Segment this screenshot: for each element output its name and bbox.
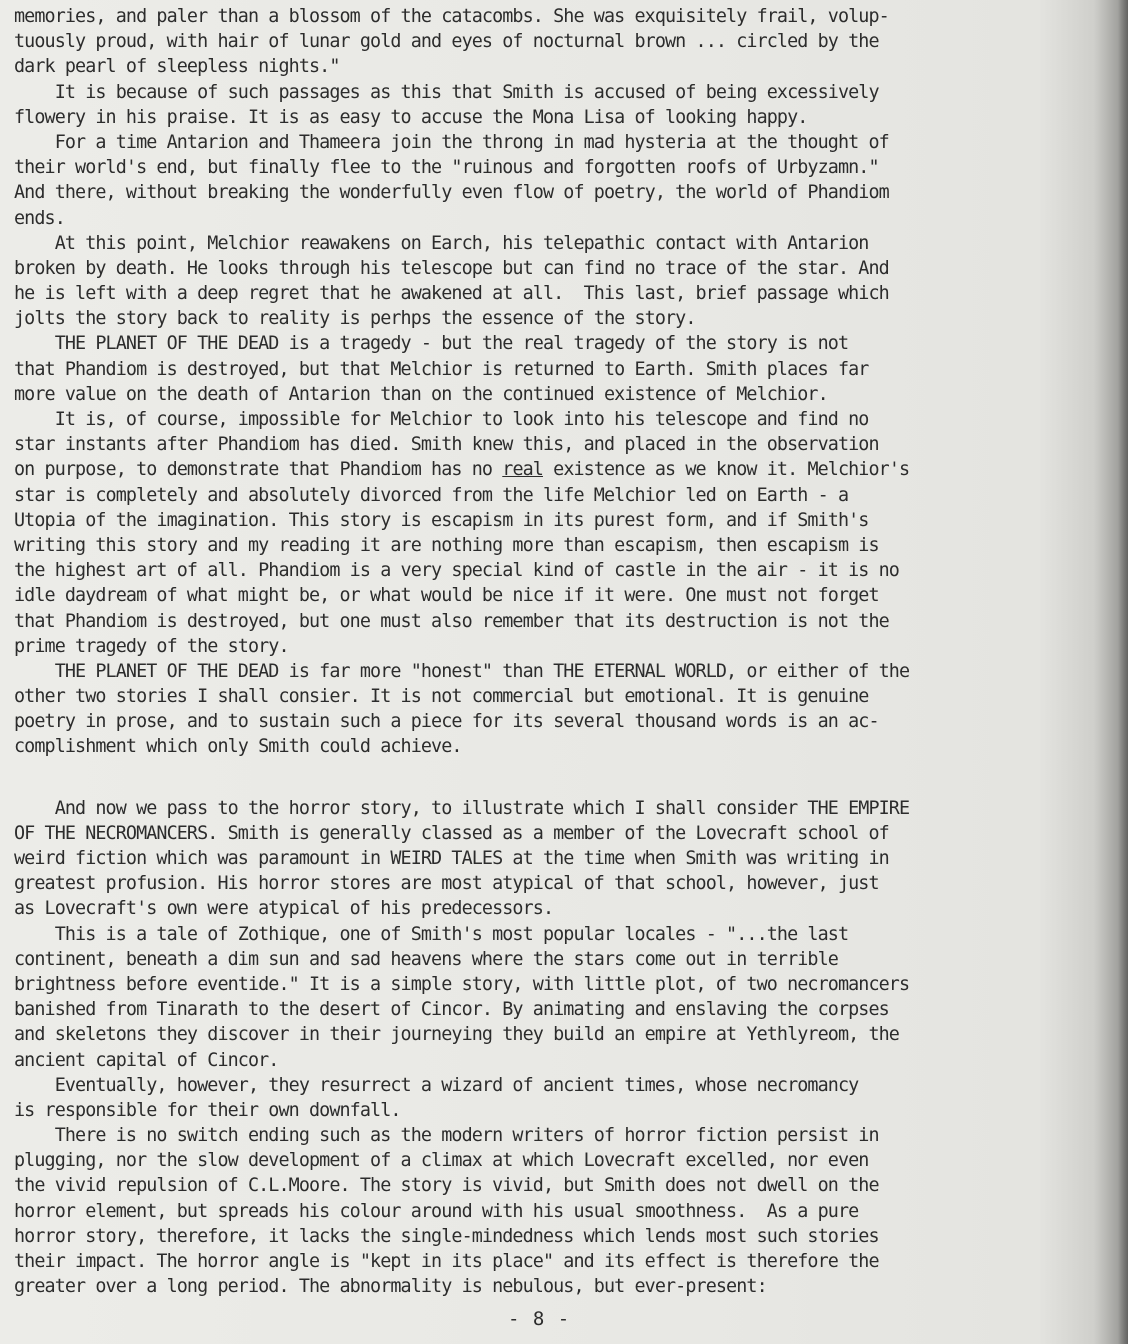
text-line: the vivid repulsion of C.L.Moore. The story is vivid, but Smith does not dwell on the xyxy=(14,1175,879,1197)
text-line: brightness before eventide." It is a simple story, with little plot, of two necromancers xyxy=(14,973,910,995)
text-line: flowery in his praise. It is as easy to accuse the Mona Lisa of looking happy. xyxy=(14,106,808,128)
text-line: their impact. The horror angle is "kept in its place" and its effect is therefore the xyxy=(14,1251,879,1272)
text-line: idle daydream of what might be, or what would be nice if it were. One must not forget xyxy=(14,585,879,607)
page-number: - 8 - xyxy=(508,1308,571,1330)
text-line: prime tragedy of the story. xyxy=(14,635,289,657)
text-line: that Phandiom is destroyed, but one must also remember that its destruction is not the xyxy=(14,610,889,632)
text-line: the highest art of all. Phandiom is a very special kind of castle in the air - it is no xyxy=(14,560,899,582)
text-line: complishment which only Smith could achieve. xyxy=(14,736,462,758)
body-text xyxy=(14,4,1114,1299)
text-line: horror story, therefore, it lacks the single-mindedness which lends most such stories xyxy=(14,1225,879,1247)
text-line: other two stories I shall consier. It is not commercial but emotional. It is genuine xyxy=(14,686,869,708)
text-line: And there, without breaking the wonderfully even flow of poetry, the world of Phandiom xyxy=(14,182,889,204)
text-line: continent, beneath a dim sun and sad heavens where the stars come out in terrible xyxy=(14,948,838,970)
text-line: ends. xyxy=(14,207,65,229)
text-line: This is a tale of Zothique, one of Smith's most popular locales - "...the last xyxy=(14,923,849,945)
text-line: and skeletons they discover in their journeying they build an empire at Yethlyreom, the xyxy=(14,1024,899,1046)
text-line: THE PLANET OF THE DEAD is a tragedy - but the real tragedy of the story is not xyxy=(14,333,849,355)
text-line: more value on the death of Antarion than on the continued existence of Melchior. xyxy=(14,383,828,405)
paragraph-gap xyxy=(14,760,1114,796)
text-line: It is because of such passages as this that Smith is accused of being excessively xyxy=(14,81,879,103)
text-line: Utopia of the imagination. This story is escapism in its purest form, and if Smith's xyxy=(14,509,869,531)
text-line: poetry in prose, and to sustain such a piece for its several thousand words is an ac- xyxy=(14,711,879,733)
text-line: greater over a long period. The abnormality is nebulous, but ever-present: xyxy=(14,1276,767,1298)
text-line: greatest profusion. His horror stores are most atypical of that school, however, just xyxy=(14,873,879,895)
text-line: their world's end, but finally flee to the "ruinous and forgotten roofs of Urbyzamn." xyxy=(14,157,879,179)
text-line: star instants after Phandiom has died. Smith knew this, and placed in the observation xyxy=(14,434,879,456)
text-line: weird fiction which was paramount in WEIRD TALES at the time when Smith was writing in xyxy=(14,848,889,869)
text-line: is responsible for their own downfall. xyxy=(14,1099,401,1121)
text-line: banished from Tinarath to the desert of Cincor. By animating and enslaving the corpses xyxy=(14,999,889,1021)
text-line: It is, of course, impossible for Melchior to look into his telescope and find no xyxy=(14,409,869,430)
page-edge-shadow xyxy=(1118,0,1128,1344)
text-line: star is completely and absolutely divorced from the life Melchior led on Earth - a xyxy=(14,484,849,506)
text-line: tuously proud, with hair of lunar gold and eyes of nocturnal brown ... circled by the xyxy=(14,31,879,53)
text-line: horror element, but spreads his colour around with his usual smoothness. As a pure xyxy=(14,1200,859,1222)
underlined-word: real xyxy=(502,459,543,481)
text-line: And now we pass to the horror story, to illustrate which I shall consider THE EMPIRE xyxy=(14,797,910,819)
text-line: jolts the story back to reality is perhps the essence of the story. xyxy=(14,308,696,330)
text-line: OF THE NECROMANCERS. Smith is generally classed as a member of the Lovecraft school of xyxy=(14,822,889,844)
text-line: he is left with a deep regret that he awakened at all. This last, brief passage which xyxy=(14,283,889,305)
text-line: broken by death. He looks through his telescope but can find no trace of the star. And xyxy=(14,257,889,279)
text-line: as Lovecraft's own were atypical of his predecessors. xyxy=(14,898,554,920)
text-line: THE PLANET OF THE DEAD is far more "honest" than THE ETERNAL WORLD, or either of the xyxy=(14,660,910,682)
text-line: on purpose, to demonstrate that Phandiom has no real existence as we know it. Melchior's xyxy=(14,459,910,481)
text-line: memories, and paler than a blossom of the catacombs. She was exquisitely frail, volup- xyxy=(14,6,889,27)
text-line: dark pearl of sleepless nights." xyxy=(14,56,340,78)
text-line: There is no switch ending such as the modern writers of horror fiction persist in xyxy=(14,1125,879,1147)
text-line: plugging, nor the slow development of a climax at which Lovecraft excelled, nor even xyxy=(14,1150,869,1172)
text-line: Eventually, however, they resurrect a wizard of ancient times, whose necromancy xyxy=(14,1074,859,1096)
text-line: At this point, Melchior reawakens on Earch, his telepathic contact with Antarion xyxy=(14,232,869,254)
text-line: ancient capital of Cincor. xyxy=(14,1049,279,1071)
text-line: that Phandiom is destroyed, but that Melchior is returned to Earth. Smith places far xyxy=(14,358,869,380)
text-line: For a time Antarion and Thameera join the throng in mad hysteria at the thought of xyxy=(14,131,889,153)
text-line: writing this story and my reading it are nothing more than escapism, then escapism is xyxy=(14,534,879,556)
